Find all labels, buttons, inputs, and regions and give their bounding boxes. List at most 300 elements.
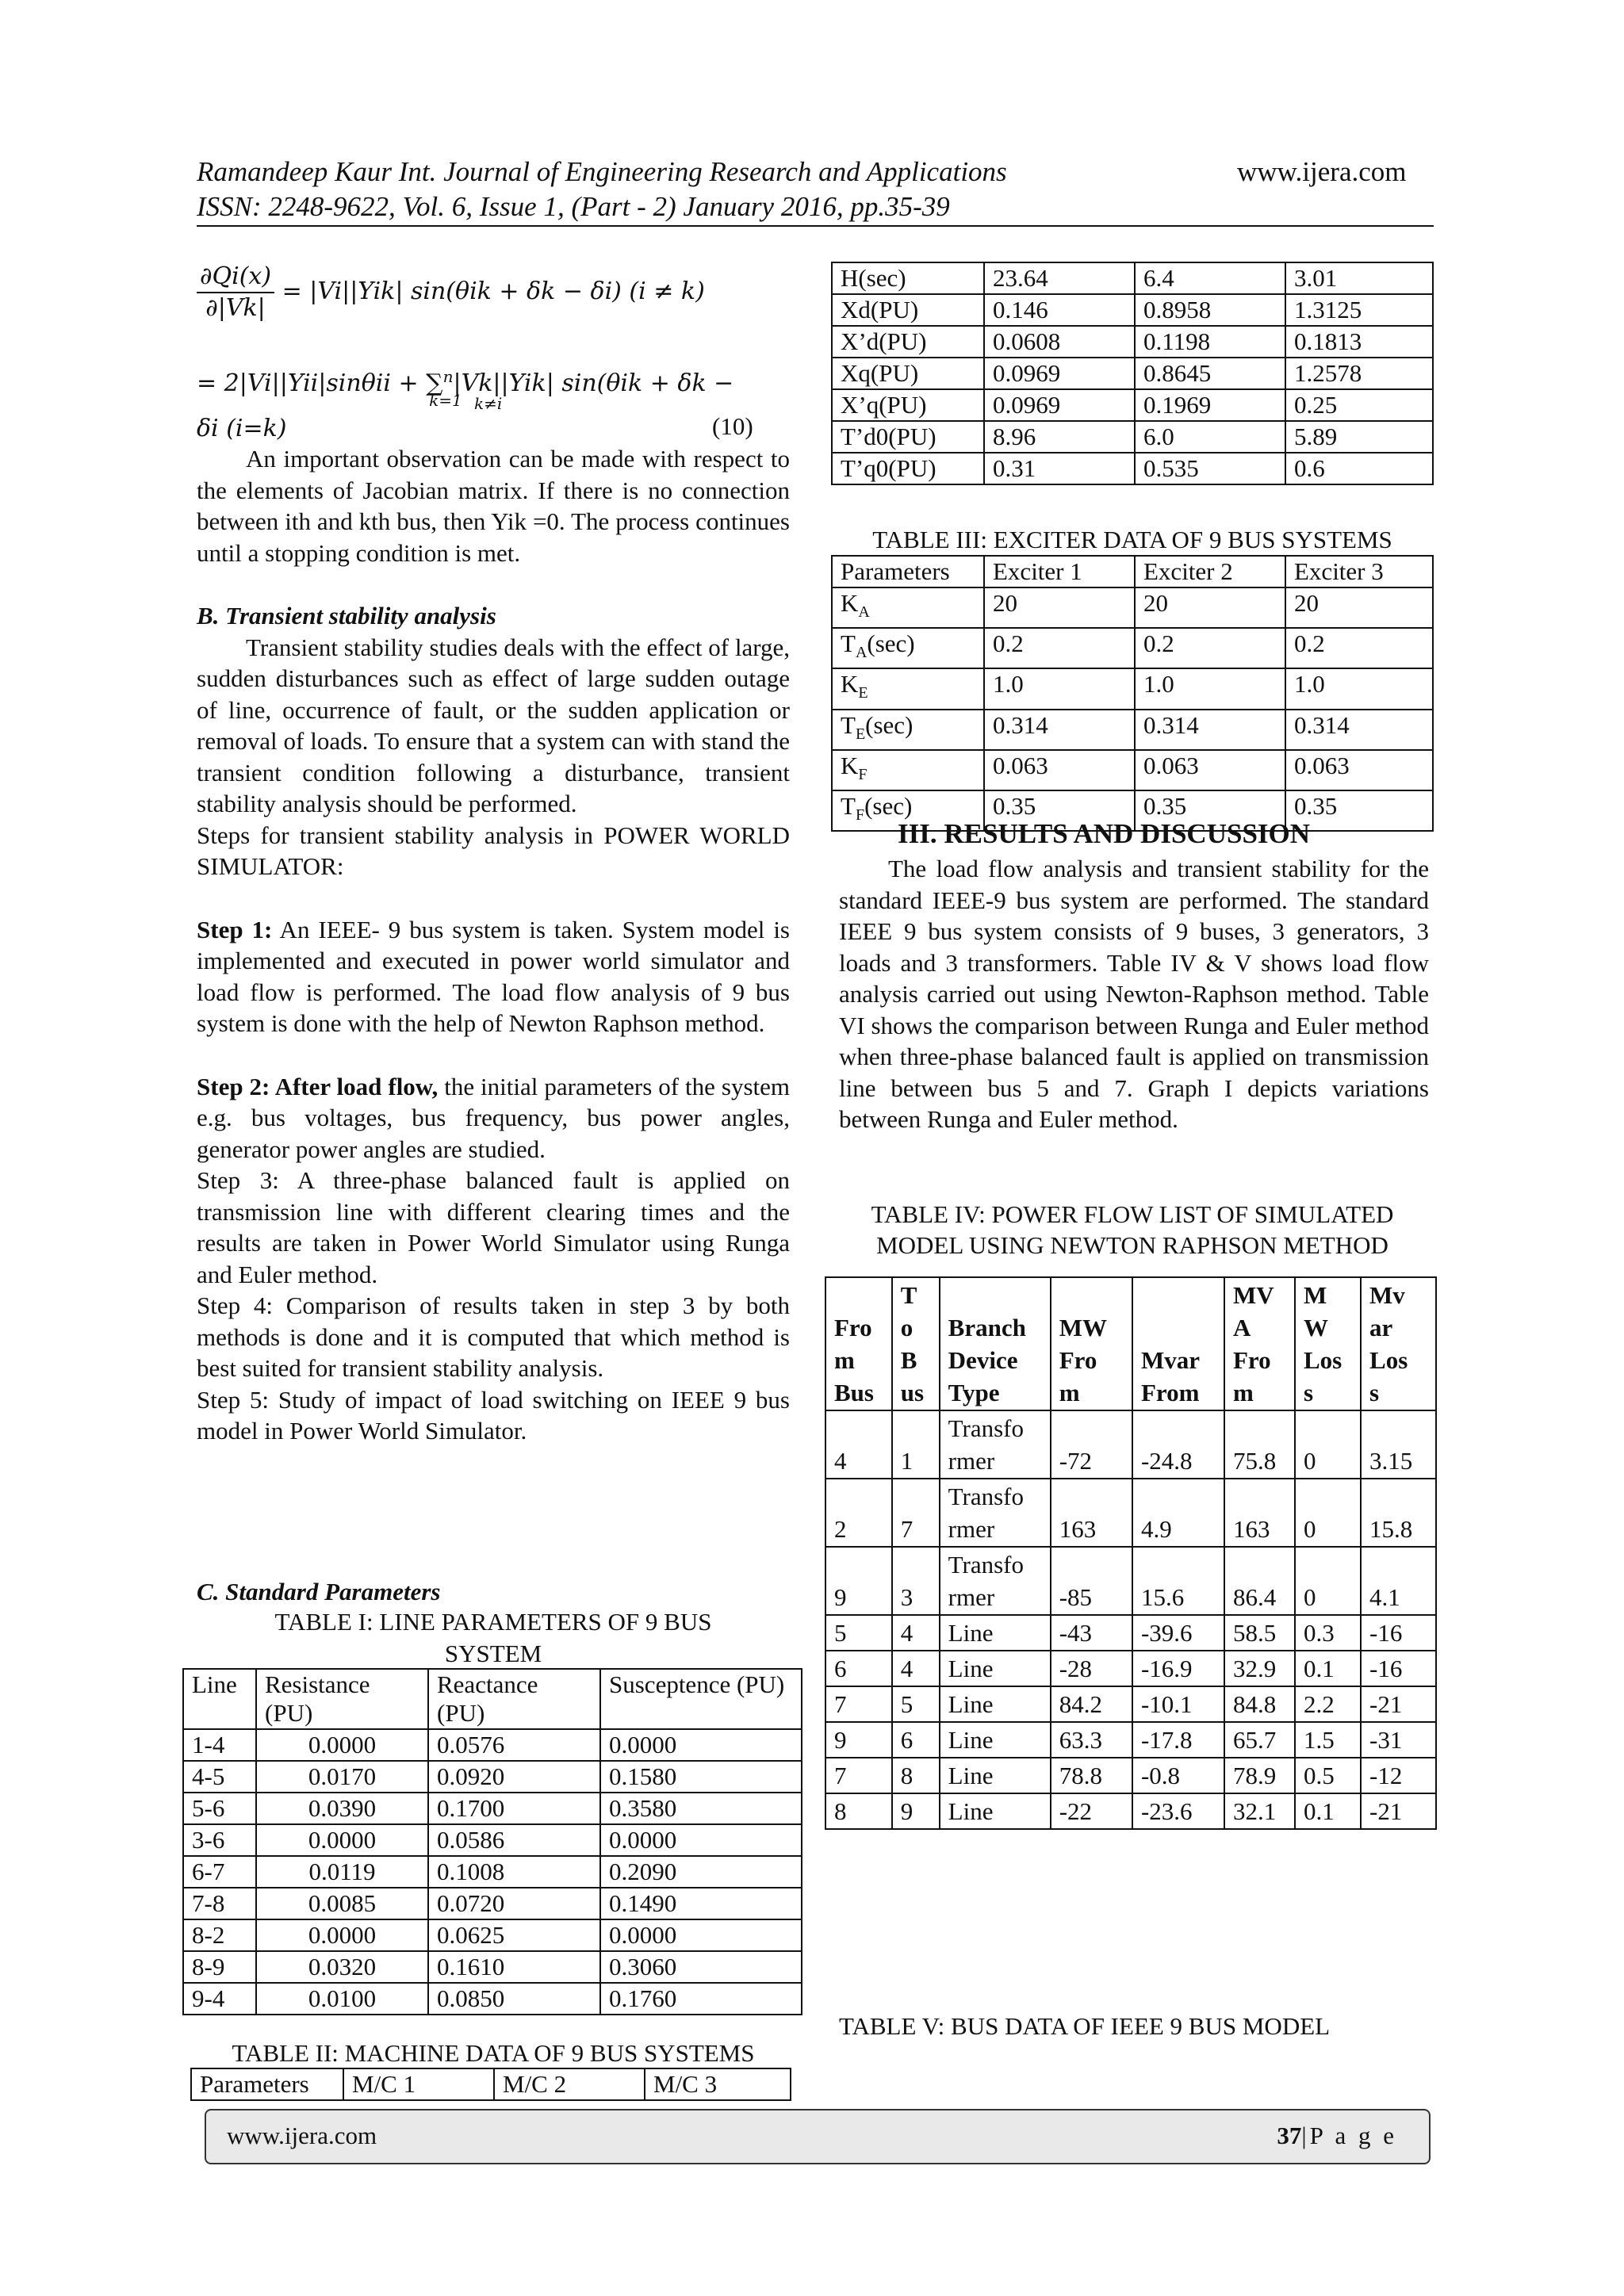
- table-cell: [892, 1758, 940, 1793]
- table-cell: [1132, 1758, 1224, 1793]
- table-header-cell: [892, 1277, 940, 1410]
- right-column: [839, 853, 1429, 1135]
- parameter-subscript: F: [855, 806, 865, 825]
- cell-text: 63.3: [1059, 1726, 1102, 1754]
- section-c-heading: C. Standard Parameters: [197, 1578, 441, 1605]
- cell-text: 0: [1304, 1515, 1316, 1543]
- table-cell: [1224, 1615, 1295, 1651]
- cell-text: -39.6: [1140, 1619, 1193, 1647]
- table-cell: 0.1580: [600, 1761, 802, 1793]
- table4-title-line1: TABLE IV: POWER FLOW LIST OF SIMULATED: [871, 1200, 1394, 1228]
- parameter-symbol: K: [841, 589, 859, 617]
- table-cell: 0.35: [1135, 790, 1285, 831]
- header-text: Fro: [1232, 1346, 1271, 1374]
- cell-text: -72: [1059, 1447, 1093, 1475]
- cell-text: 1.5: [1304, 1726, 1335, 1754]
- table-cell: [1295, 1479, 1361, 1547]
- cell-text: -12: [1369, 1762, 1403, 1789]
- table-cell: 0.0850: [428, 1983, 600, 2015]
- table-cell: 0.2: [1135, 628, 1285, 668]
- cell-text: -16: [1369, 1619, 1403, 1647]
- table-cell: 0.0920: [428, 1761, 600, 1793]
- header-text: s: [1369, 1379, 1380, 1406]
- table-cell: [892, 1547, 940, 1615]
- table-cell: 0.0576: [428, 1729, 600, 1761]
- table-cell: [1295, 1651, 1361, 1686]
- cell-text: 0.1: [1304, 1655, 1335, 1682]
- cell-text: 6: [834, 1655, 847, 1682]
- table-row: [183, 1951, 802, 1983]
- table-cell: 9-4: [183, 1983, 256, 2015]
- table-header-cell: Resistance (PU): [256, 1669, 428, 1729]
- cell-text: 0: [1304, 1583, 1316, 1611]
- header-text: A: [1232, 1314, 1251, 1341]
- table-cell: Xq(PU): [832, 358, 984, 389]
- parameter-symbol: T: [841, 629, 856, 658]
- table-cell: 0.314: [1285, 710, 1433, 750]
- table-cell: 8-9: [183, 1951, 256, 1983]
- cell-text: 7: [834, 1762, 847, 1789]
- cell-text: -43: [1059, 1619, 1093, 1647]
- table-row: [832, 358, 1433, 389]
- header-text: Type: [948, 1379, 1000, 1406]
- parameter-subscript: E: [855, 725, 866, 743]
- cell-text: 4: [834, 1447, 847, 1475]
- transient-paragraph: Transient stability studies deals with the effect of large, sudden disturbances such as effect of large sudden outage of line, occurrence of fault, or the sudden application or removal of loads. To ensure that a system can with stand the transient condition following a disturbance, transient stability analysis should be performed.: [197, 633, 790, 817]
- header-text: M: [1304, 1281, 1327, 1309]
- table-header-row: [191, 2068, 791, 2100]
- issn-line: ISSN: 2248-9622, Vol. 6, Issue 1, (Part - 2) January 2016, pp.35-39: [197, 191, 950, 222]
- table-cell: T’d0(PU): [832, 421, 984, 453]
- table5-title: TABLE V: BUS DATA OF IEEE 9 BUS MODEL: [839, 2012, 1331, 2040]
- cell-text: 5: [834, 1619, 847, 1647]
- table-cell: 0.0586: [428, 1824, 600, 1856]
- table-cell: [1051, 1479, 1132, 1547]
- cell-text: -16.9: [1140, 1655, 1193, 1682]
- table-cell: 0.35: [1285, 790, 1433, 831]
- table-header-cell: [1132, 1277, 1224, 1410]
- parameter-unit: (sec): [865, 710, 914, 739]
- table-cell: 0.0625: [428, 1919, 600, 1951]
- table-cell: [825, 1479, 892, 1547]
- table-row: [832, 453, 1433, 484]
- cell-text: 78.9: [1232, 1762, 1277, 1789]
- table-header-row: [825, 1277, 1436, 1410]
- cell-text: -28: [1059, 1655, 1093, 1682]
- table-cell: [1361, 1758, 1436, 1793]
- table-cell: [1132, 1615, 1224, 1651]
- table-cell: [1132, 1686, 1224, 1722]
- cell-text: rmer: [948, 1583, 995, 1611]
- table-cell: [1132, 1410, 1224, 1479]
- table-cell: 20: [984, 587, 1135, 628]
- table-cell: 0.6: [1285, 453, 1433, 484]
- table-cell: 1-4: [183, 1729, 256, 1761]
- page-number-value: 37: [1277, 2122, 1302, 2149]
- table-cell: [1224, 1758, 1295, 1793]
- cell-text: 7: [834, 1690, 847, 1718]
- cell-text: 9: [834, 1583, 847, 1611]
- table-header-cell: M/C 2: [494, 2068, 645, 2100]
- table-header-cell: Exciter 1: [984, 556, 1135, 587]
- parameter-unit: (sec): [864, 791, 913, 820]
- table-row: [183, 1729, 802, 1761]
- table-cell: [1295, 1686, 1361, 1722]
- table-header-cell: Parameters: [191, 2068, 343, 2100]
- cell-text: Transfo: [948, 1483, 1024, 1510]
- table-cell: 0.1198: [1135, 326, 1285, 358]
- table-cell: [892, 1479, 940, 1547]
- table-cell: 0.535: [1135, 453, 1285, 484]
- table-header-cell: Reactance (PU): [428, 1669, 600, 1729]
- cell-text: 0: [1304, 1447, 1316, 1475]
- table-cell: 8.96: [984, 421, 1135, 453]
- table-cell: [940, 1686, 1051, 1722]
- table-cell: X’d(PU): [832, 326, 984, 358]
- table-cell: Xd(PU): [832, 294, 984, 326]
- cell-text: 5: [900, 1690, 914, 1718]
- table-cell: 0.1700: [428, 1793, 600, 1824]
- results-heading: III. RESULTS AND DISCUSSION: [898, 818, 1311, 849]
- header-text: Branch: [948, 1314, 1026, 1341]
- table-cell: 0.0100: [256, 1983, 428, 2015]
- table-cell: [892, 1722, 940, 1758]
- table-cell: [1361, 1722, 1436, 1758]
- table-row: [832, 628, 1433, 668]
- cell-text: 15.8: [1369, 1515, 1413, 1543]
- table-cell: 6.4: [1135, 262, 1285, 294]
- table-cell: 0.1760: [600, 1983, 802, 2015]
- table-cell: [1295, 1722, 1361, 1758]
- cell-text: rmer: [948, 1447, 995, 1475]
- cell-text: 6: [900, 1726, 914, 1754]
- table-cell: 0.1610: [428, 1951, 600, 1983]
- cell-text: rmer: [948, 1515, 995, 1543]
- cell-text: 9: [900, 1797, 914, 1825]
- table-cell: 0.2090: [600, 1856, 802, 1888]
- table-cell: 1.0: [1135, 668, 1285, 709]
- table1-title-line2: SYSTEM: [444, 1640, 542, 1667]
- header-text: m: [1232, 1379, 1254, 1406]
- header-text: m: [834, 1346, 855, 1374]
- parameter-unit: (sec): [867, 629, 915, 658]
- cell-text: Transfo: [948, 1551, 1024, 1578]
- table-cell: [1295, 1793, 1361, 1829]
- journal-title: Ramandeep Kaur Int. Journal of Engineering Research and Applications: [197, 156, 1007, 187]
- table-cell: [1361, 1615, 1436, 1651]
- table-cell: [1224, 1651, 1295, 1686]
- cell-text: -16: [1369, 1655, 1403, 1682]
- header-text: Fro: [1059, 1346, 1097, 1374]
- table-cell: 1.0: [1285, 668, 1433, 709]
- header-text: B: [900, 1346, 917, 1374]
- cell-text: 84.8: [1232, 1690, 1277, 1718]
- table-cell: 6-7: [183, 1856, 256, 1888]
- cell-text: 15.6: [1140, 1583, 1185, 1611]
- cell-text: 32.9: [1232, 1655, 1277, 1682]
- table-cell: 23.64: [984, 262, 1135, 294]
- table-row: [832, 262, 1433, 294]
- table-cell: 1.2578: [1285, 358, 1433, 389]
- cell-text: 84.2: [1059, 1690, 1102, 1718]
- cell-text: 4: [900, 1655, 914, 1682]
- cell-text: 9: [834, 1726, 847, 1754]
- cell-text: -17.8: [1140, 1726, 1193, 1754]
- table-row: [825, 1651, 1436, 1686]
- table-cell: [892, 1686, 940, 1722]
- table-cell: 0.314: [984, 710, 1135, 750]
- parameter-subscript: F: [858, 765, 868, 783]
- table-cell: 0.0720: [428, 1888, 600, 1919]
- table-header-row: [832, 556, 1433, 587]
- table-cell: [1295, 1758, 1361, 1793]
- equation-line-1: [197, 262, 705, 323]
- cell-text: 4.9: [1140, 1515, 1172, 1543]
- table-machine-data: [831, 262, 1434, 485]
- cell-text: 32.1: [1232, 1797, 1277, 1825]
- equation-number: (10): [712, 412, 753, 440]
- fraction-numerator: ∂Qi(x): [197, 262, 274, 293]
- table-cell: 0.0119: [256, 1856, 428, 1888]
- table-cell: [1224, 1722, 1295, 1758]
- table-cell: 0.0170: [256, 1761, 428, 1793]
- table-cell: [940, 1793, 1051, 1829]
- table-row: [832, 421, 1433, 453]
- table-header-cell: [940, 1277, 1051, 1410]
- parameter-subscript: E: [858, 684, 868, 702]
- table-cell: [1051, 1615, 1132, 1651]
- page-footer: [205, 2109, 1431, 2164]
- table-cell: 0.314: [1135, 710, 1285, 750]
- table-header-cell: [1361, 1277, 1436, 1410]
- table-cell: [825, 1758, 892, 1793]
- page-word: |P a g e: [1301, 2122, 1397, 2149]
- section-b-heading: B. Transient stability analysis: [197, 602, 496, 629]
- table-cell: [940, 1479, 1051, 1547]
- table-cell: [1224, 1479, 1295, 1547]
- table-row: [832, 587, 1433, 628]
- table-cell: 0.0000: [256, 1919, 428, 1951]
- cell-text: 86.4: [1232, 1583, 1277, 1611]
- table-cell: 0.3580: [600, 1793, 802, 1824]
- table-cell: 0.2: [984, 628, 1135, 668]
- table-row: [825, 1686, 1436, 1722]
- table-cell: 0.0000: [256, 1729, 428, 1761]
- table-cell: 0.1969: [1135, 389, 1285, 421]
- table-power-flow: [825, 1276, 1437, 1830]
- table-cell: [825, 1686, 892, 1722]
- page-number: [1277, 2122, 1397, 2150]
- summation-lower: k=1: [429, 391, 462, 410]
- table-row: [825, 1615, 1436, 1651]
- table-row: [825, 1479, 1436, 1547]
- header-text: Bus: [834, 1379, 874, 1406]
- table-cell: 0.0000: [600, 1729, 802, 1761]
- table-row: [183, 1761, 802, 1793]
- table-row: [832, 750, 1433, 790]
- table-row: [825, 1793, 1436, 1829]
- table-cell: [825, 1793, 892, 1829]
- table-cell: [1295, 1410, 1361, 1479]
- table-cell: [940, 1758, 1051, 1793]
- table-cell: [1224, 1793, 1295, 1829]
- table-row: [183, 1824, 802, 1856]
- table-exciter-data: [831, 555, 1434, 832]
- header-text: Fro: [834, 1314, 872, 1341]
- header-text: T: [900, 1281, 917, 1309]
- table-row: [825, 1722, 1436, 1758]
- header-rule: [197, 225, 1434, 227]
- table-cell: [832, 628, 984, 668]
- table-line-parameters: [182, 1668, 802, 2015]
- cell-text: 1: [900, 1447, 914, 1475]
- header-url[interactable]: www.ijera.com: [1237, 156, 1407, 187]
- table-cell: 0.1490: [600, 1888, 802, 1919]
- table-cell: [832, 750, 984, 790]
- table-header-row: [183, 1669, 802, 1729]
- table-cell: [1132, 1651, 1224, 1686]
- cell-text: -10.1: [1140, 1690, 1193, 1718]
- cell-text: Line: [948, 1619, 994, 1647]
- table4-title-line2: MODEL USING NEWTON RAPHSON METHOD: [876, 1231, 1388, 1259]
- cell-text: 0.1: [1304, 1797, 1335, 1825]
- cell-text: -21: [1369, 1797, 1403, 1825]
- table-cell: 0.0000: [256, 1824, 428, 1856]
- table-cell: 6.0: [1135, 421, 1285, 453]
- header-text: us: [900, 1379, 925, 1406]
- step-3: Step 3: A three-phase balanced fault is applied on transmission line with different clearing times and the results are taken in Power World Simulator using Runga and Euler method.: [197, 1166, 790, 1288]
- table-header-cell: M/C 1: [343, 2068, 494, 2100]
- table-cell: [1361, 1651, 1436, 1686]
- step-1-text: An IEEE- 9 bus system is taken. System model is implemented and executed in power world simulator and load flow is performed. The load flow analysis of 9 bus system is done with the help of Newton Raphson method.: [197, 915, 790, 1037]
- table-cell: 0.0969: [984, 389, 1135, 421]
- table-cell: [1051, 1686, 1132, 1722]
- step-1-label: Step 1:: [197, 915, 273, 943]
- table-header-cell: Exciter 2: [1135, 556, 1285, 587]
- table-row: [832, 668, 1433, 709]
- table-cell: 0.25: [1285, 389, 1433, 421]
- table-cell: 0.0000: [600, 1919, 802, 1951]
- cell-text: 75.8: [1232, 1447, 1277, 1475]
- footer-url[interactable]: www.ijera.com: [227, 2122, 377, 2149]
- cell-text: 0.3: [1304, 1619, 1335, 1647]
- equation-fraction: [197, 262, 274, 323]
- table-cell: [1051, 1410, 1132, 1479]
- header-text: Los: [1304, 1346, 1342, 1374]
- cell-text: Line: [948, 1655, 994, 1682]
- fraction-denominator: ∂|Vk|: [205, 294, 266, 322]
- table-cell: [892, 1410, 940, 1479]
- table-cell: [1224, 1410, 1295, 1479]
- table-cell: 0.063: [984, 750, 1135, 790]
- table-row: [183, 1793, 802, 1824]
- cell-text: Line: [948, 1762, 994, 1789]
- cell-text: 163: [1232, 1515, 1270, 1543]
- cell-text: 4.1: [1369, 1583, 1400, 1611]
- table-cell: [1361, 1686, 1436, 1722]
- cell-text: 8: [834, 1797, 847, 1825]
- cell-text: Line: [948, 1690, 994, 1718]
- table-cell: 5-6: [183, 1793, 256, 1824]
- table-cell: [825, 1651, 892, 1686]
- table-cell: [1051, 1547, 1132, 1615]
- table-row: [832, 326, 1433, 358]
- table-header-cell: [1295, 1277, 1361, 1410]
- header-text: MW: [1059, 1314, 1107, 1341]
- cell-text: 3: [900, 1583, 914, 1611]
- table-header-cell: Susceptence (PU): [600, 1669, 802, 1729]
- equation-rhs: = |Vi||Yik| sin(θik + δk − δi) (i ≠ k): [282, 277, 705, 305]
- table-cell: [940, 1547, 1051, 1615]
- table-row: [832, 710, 1433, 750]
- table-cell: 0.35: [984, 790, 1135, 831]
- table-cell: [940, 1722, 1051, 1758]
- cell-text: 58.5: [1232, 1619, 1277, 1647]
- results-paragraph: The load flow analysis and transient stability for the standard IEEE-9 bus system are performed. The standard IEEE 9 bus system consists of 9 buses, 3 generators, 3 loads and 3 transformers. Table IV & V shows load flow analysis carried out using Newton-Raphson method. Table VI shows the comparison between Runga and Euler method when three-phase balanced fault is applied on transmission line between bus 5 and 7. Graph I depicts variations between Runga and Euler method.: [839, 855, 1429, 1133]
- table-cell: [1361, 1547, 1436, 1615]
- table-cell: [1224, 1547, 1295, 1615]
- cell-text: -23.6: [1140, 1797, 1193, 1825]
- table-header-cell: Exciter 3: [1285, 556, 1433, 587]
- header-text: Device: [948, 1346, 1018, 1374]
- table-header-cell: [825, 1277, 892, 1410]
- table-cell: [1132, 1547, 1224, 1615]
- header-text: Los: [1369, 1346, 1408, 1374]
- table-cell: T’q0(PU): [832, 453, 984, 484]
- table-cell: [1361, 1479, 1436, 1547]
- table-cell: [1361, 1793, 1436, 1829]
- equation-line-3: δi (i=k): [197, 415, 287, 442]
- table-cell: [1051, 1793, 1132, 1829]
- step-2: [197, 1071, 790, 1165]
- table-row: [183, 1919, 802, 1951]
- table-header-cell: Line: [183, 1669, 256, 1729]
- table-cell: 1.3125: [1285, 294, 1433, 326]
- table-cell: [940, 1410, 1051, 1479]
- cell-text: -21: [1369, 1690, 1403, 1718]
- cell-text: Line: [948, 1797, 994, 1825]
- table-cell: 0.063: [1285, 750, 1433, 790]
- table-row: [825, 1547, 1436, 1615]
- table-cell: [892, 1793, 940, 1829]
- table-row: [832, 389, 1433, 421]
- parameter-symbol: T: [841, 791, 856, 820]
- step-2-text: the initial parameters of the system e.g. bus voltages, bus frequency, bus power angles, generator power angles are studied.: [197, 1072, 791, 1163]
- table-cell: [1132, 1479, 1224, 1547]
- table-cell: 0.0969: [984, 358, 1135, 389]
- cell-text: 78.8: [1059, 1762, 1102, 1789]
- cell-text: -0.8: [1140, 1762, 1181, 1789]
- table-cell: [1132, 1793, 1224, 1829]
- cell-text: 65.7: [1232, 1726, 1277, 1754]
- table-cell: 20: [1135, 587, 1285, 628]
- table-cell: 8-2: [183, 1919, 256, 1951]
- table-cell: [1051, 1722, 1132, 1758]
- cell-text: 2.2: [1304, 1690, 1335, 1718]
- cell-text: -31: [1369, 1726, 1403, 1754]
- table-cell: 0.3060: [600, 1951, 802, 1983]
- table-row: [183, 1856, 802, 1888]
- jacobian-paragraph: An important observation can be made with respect to the elements of Jacobian matrix. If there is no connection between ith and kth bus, then Yik =0. The process continues until a stopping condition is met.: [197, 445, 790, 567]
- table-cell: [1295, 1547, 1361, 1615]
- parameter-symbol: K: [841, 670, 859, 698]
- header-text: Mvar: [1140, 1346, 1201, 1374]
- parameter-symbol: K: [841, 751, 859, 779]
- summation-symbol: ∑: [426, 369, 443, 397]
- cell-text: 4: [900, 1619, 914, 1647]
- cell-text: -24.8: [1140, 1447, 1193, 1475]
- table2-title: TABLE II: MACHINE DATA OF 9 BUS SYSTEMS: [232, 2039, 755, 2067]
